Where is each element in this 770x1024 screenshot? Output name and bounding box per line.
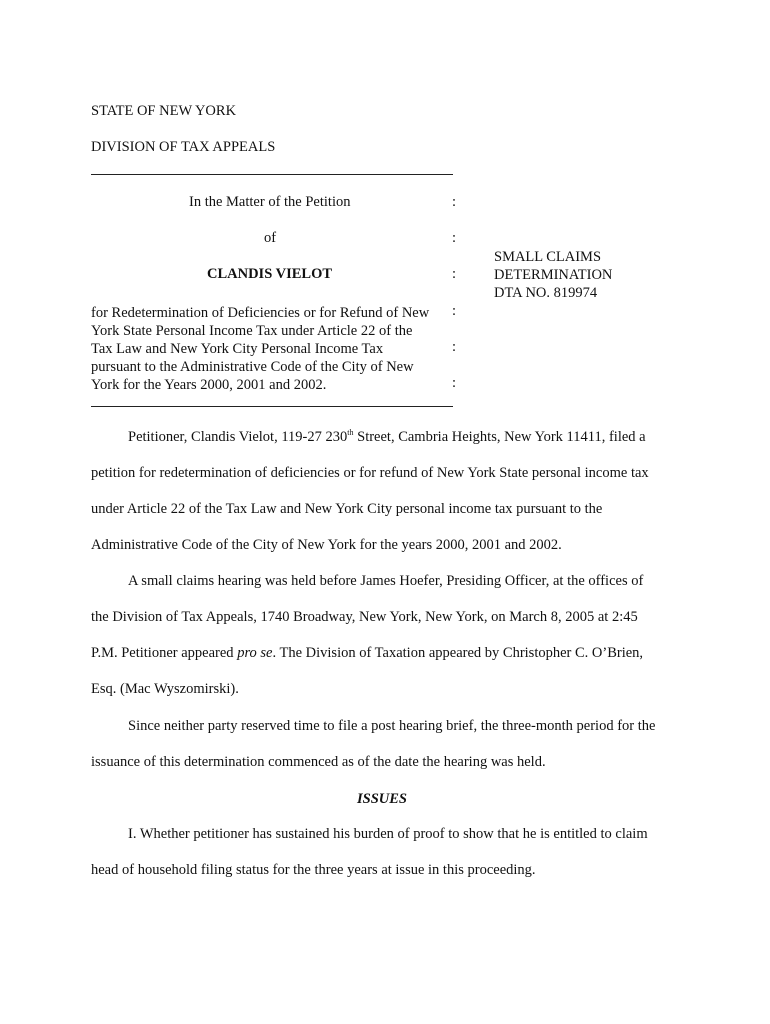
caption-purpose-line: York for the Years 2000, 2001 and 2002. [91, 377, 327, 393]
paragraph-line: under Article 22 of the Tax Law and New York City personal income tax pursuant to the [91, 501, 603, 517]
paragraph-line: issuance of this determination commenced as of the date the hearing was held. [91, 754, 546, 770]
caption-of: of [264, 230, 277, 246]
determination-line: SMALL CLAIMS [494, 249, 602, 265]
paragraph-line: the Division of Tax Appeals, 1740 Broadway, New York, New York, on March 8, 2005 at 2:45 [91, 609, 638, 625]
caption-top-rule [91, 174, 453, 175]
caption-colon: : [452, 303, 457, 319]
caption-colon: : [452, 194, 457, 210]
paragraph-line [128, 429, 646, 446]
caption-petitioner-name: CLANDIS VIELOT [207, 266, 333, 282]
caption-matter: In the Matter of the Petition [189, 194, 351, 210]
determination-dta-number: DTA NO. 819974 [494, 285, 598, 301]
caption-purpose-line: York State Personal Income Tax under Article 22 of the [91, 323, 413, 339]
caption-purpose [91, 304, 451, 394]
paragraph-line: I. Whether petitioner has sustained his burden of proof to show that he is entitled to claim [128, 826, 648, 842]
text-segment: P.M. Petitioner appeared [91, 645, 238, 661]
division-heading: DIVISION OF TAX APPEALS [91, 139, 276, 155]
determination-label [494, 248, 612, 302]
caption-colon: : [452, 230, 457, 246]
paragraph-line: Administrative Code of the City of New York for the years 2000, 2001 and 2002. [91, 537, 562, 553]
paragraph-line: petition for redetermination of deficiencies or for refund of New York State personal income tax [91, 465, 649, 481]
italic-term: pro se [237, 645, 273, 661]
caption-purpose-line: for Redetermination of Deficiencies or for Refund of New [91, 305, 430, 321]
paragraph-line: Esq. (Mac Wyszomirski). [91, 681, 239, 697]
caption-purpose-line: Tax Law and New York City Personal Income Tax [91, 341, 384, 357]
paragraph-line: Since neither party reserved time to file a post hearing brief, the three-month period for the [128, 718, 656, 734]
caption-bottom-rule [91, 406, 453, 407]
issues-heading: ISSUES [357, 791, 407, 807]
paragraph-line [91, 645, 643, 662]
text-segment: Street, Cambria Heights, New York 11411, filed a [353, 429, 646, 445]
caption-purpose-line: pursuant to the Administrative Code of the City of New [91, 359, 414, 375]
text-segment: . The Division of Taxation appeared by Christopher C. O’Brien, [272, 645, 644, 661]
determination-line: DETERMINATION [494, 267, 613, 283]
ordinal-suffix: th [347, 428, 354, 438]
paragraph-line: A small claims hearing was held before James Hoefer, Presiding Officer, at the offices of [128, 573, 644, 589]
caption-colon: : [452, 339, 457, 355]
caption-colon: : [452, 375, 457, 391]
paragraph-line: head of household filing status for the three years at issue in this proceeding. [91, 862, 536, 878]
state-heading: STATE OF NEW YORK [91, 103, 237, 119]
caption-colon: : [452, 266, 457, 282]
text-segment: Petitioner, Clandis Vielot, 119-27 230 [128, 429, 348, 445]
